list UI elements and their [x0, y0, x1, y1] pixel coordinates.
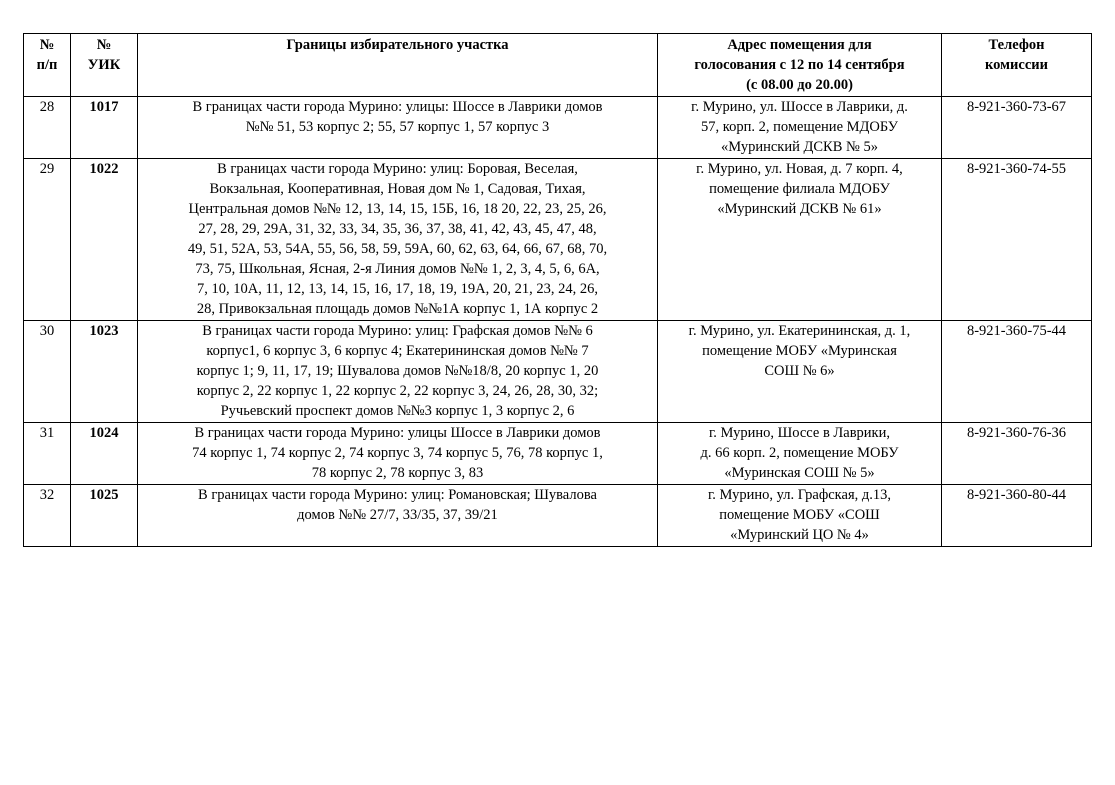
address-cell	[658, 321, 942, 423]
phone-cell: 8-921-360-74-55	[942, 159, 1092, 321]
boundaries-cell	[138, 97, 658, 159]
polling-stations-table	[23, 33, 1092, 547]
phone-cell: 8-921-360-75-44	[942, 321, 1092, 423]
boundaries-line: корпус 1; 9, 11, 17, 19; Шувалова домов №№18/8, 20 корпус 1, 20	[196, 363, 599, 379]
boundaries-line: 28, Привокзальная площадь домов №№1А корпус 1, 1А корпус 2	[196, 301, 599, 317]
table-row	[24, 321, 1092, 423]
table-body	[24, 97, 1092, 547]
address-line: «Муринская СОШ № 5»	[724, 465, 875, 481]
phone-cell: 8-921-360-76-36	[942, 423, 1092, 485]
uik-number-cell: 1022	[71, 159, 138, 321]
header-row	[24, 34, 1092, 97]
boundaries-cell	[138, 321, 658, 423]
boundaries-cell	[138, 485, 658, 547]
boundaries-cell	[138, 423, 658, 485]
header-num-line: п/п	[36, 57, 58, 73]
row-number-cell: 30	[24, 321, 71, 423]
boundaries-line: Центральная домов №№ 12, 13, 14, 15, 15Б, 16, 18 20, 22, 23, 25, 26,	[188, 201, 607, 217]
address-cell	[658, 423, 942, 485]
table-header	[24, 34, 1092, 97]
table-row	[24, 485, 1092, 547]
row-number-cell: 28	[24, 97, 71, 159]
uik-number-cell: 1023	[71, 321, 138, 423]
header-address-line: Адрес помещения для	[727, 37, 872, 53]
boundaries-line: В границах части города Мурино: улиц: Романовская; Шувалова	[198, 487, 597, 503]
address-line: г. Мурино, ул. Шоссе в Лаврики, д.	[691, 99, 908, 115]
row-number-cell: 32	[24, 485, 71, 547]
header-phone-line: комиссии	[985, 57, 1048, 73]
address-line: помещение филиала МДОБУ	[709, 181, 890, 197]
boundaries-line: 74 корпус 1, 74 корпус 2, 74 корпус 3, 74 корпус 5, 76, 78 корпус 1,	[192, 445, 603, 461]
header-phone	[942, 34, 1092, 97]
address-line: г. Мурино, ул. Графская, д.13,	[707, 487, 891, 503]
boundaries-line: корпус1, 6 корпус 3, 6 корпус 4; Екатерининская домов №№ 7	[206, 343, 589, 359]
boundaries-line: корпус 2, 22 корпус 1, 22 корпус 2, 22 корпус 3, 24, 26, 28, 30, 32;	[196, 383, 599, 399]
boundaries-line: В границах части города Мурино: улиц: Графская домов №№ 6	[202, 323, 593, 339]
address-line: д. 66 корп. 2, помещение МОБУ	[700, 445, 899, 461]
address-line: помещение МОБУ «СОШ	[719, 507, 880, 523]
header-uik-line: УИК	[87, 57, 121, 73]
address-cell	[658, 97, 942, 159]
address-line: «Муринский ДСКВ № 5»	[721, 139, 878, 155]
table-row	[24, 423, 1092, 485]
address-line: 57, корп. 2, помещение МДОБУ	[701, 119, 898, 135]
boundaries-line: В границах части города Мурино: улицы: Шоссе в Лаврики домов	[192, 99, 603, 115]
header-uik-line: №	[96, 37, 112, 53]
table-row	[24, 97, 1092, 159]
phone-cell: 8-921-360-73-67	[942, 97, 1092, 159]
address-line: помещение МОБУ «Муринская	[702, 343, 897, 359]
address-line: «Муринский ДСКВ № 61»	[717, 201, 882, 217]
boundaries-line: 7, 10, 10А, 11, 12, 13, 14, 15, 16, 17, 18, 19, 19А, 20, 21, 23, 24, 26,	[196, 281, 599, 297]
row-number-cell: 29	[24, 159, 71, 321]
uik-number-cell: 1017	[71, 97, 138, 159]
boundaries-line: 73, 75, Школьная, Ясная, 2-я Линия домов №№ 1, 2, 3, 4, 5, 6, 6А,	[195, 261, 600, 277]
header-num	[24, 34, 71, 97]
header-phone-line: Телефон	[988, 37, 1045, 53]
header-boundaries	[138, 34, 658, 97]
boundaries-line: №№ 51, 53 корпус 2; 55, 57 корпус 1, 57 корпус 3	[245, 119, 550, 135]
boundaries-line: 78 корпус 2, 78 корпус 3, 83	[311, 465, 484, 481]
boundaries-line: домов №№ 27/7, 33/35, 37, 39/21	[297, 507, 498, 523]
boundaries-cell	[138, 159, 658, 321]
boundaries-line: Вокзальная, Кооперативная, Новая дом № 1, Садовая, Тихая,	[209, 181, 586, 197]
uik-number-cell: 1025	[71, 485, 138, 547]
phone-cell: 8-921-360-80-44	[942, 485, 1092, 547]
boundaries-line: 27, 28, 29, 29А, 31, 32, 33, 34, 35, 36, 37, 38, 41, 42, 43, 45, 47, 48,	[198, 221, 597, 237]
address-line: г. Мурино, Шоссе в Лаврики,	[709, 425, 890, 441]
boundaries-line: 49, 51, 52А, 53, 54А, 55, 56, 58, 59, 59А, 60, 62, 63, 64, 66, 67, 68, 70,	[187, 241, 608, 257]
address-line: г. Мурино, ул. Новая, д. 7 корп. 4,	[696, 161, 903, 177]
uik-number-cell: 1024	[71, 423, 138, 485]
header-address	[658, 34, 942, 97]
address-line: г. Мурино, ул. Екатерининская, д. 1,	[688, 323, 911, 339]
header-address-line: (с 08.00 до 20.00)	[746, 77, 853, 93]
boundaries-line: Ручьевский проспект домов №№3 корпус 1, 3 корпус 2, 6	[220, 403, 575, 419]
header-address-line: голосования с 12 по 14 сентября	[694, 57, 905, 73]
address-cell	[658, 159, 942, 321]
row-number-cell: 31	[24, 423, 71, 485]
boundaries-line: В границах части города Мурино: улицы Шоссе в Лаврики домов	[194, 425, 601, 441]
table-row	[24, 159, 1092, 321]
address-cell	[658, 485, 942, 547]
address-line: «Муринский ЦО № 4»	[730, 527, 869, 543]
address-line: СОШ № 6»	[764, 363, 835, 379]
header-boundaries-line: Границы избирательного участка	[286, 37, 509, 53]
header-uik	[71, 34, 138, 97]
boundaries-line: В границах части города Мурино: улиц: Боровая, Веселая,	[217, 161, 578, 177]
header-num-line: №	[39, 37, 55, 53]
